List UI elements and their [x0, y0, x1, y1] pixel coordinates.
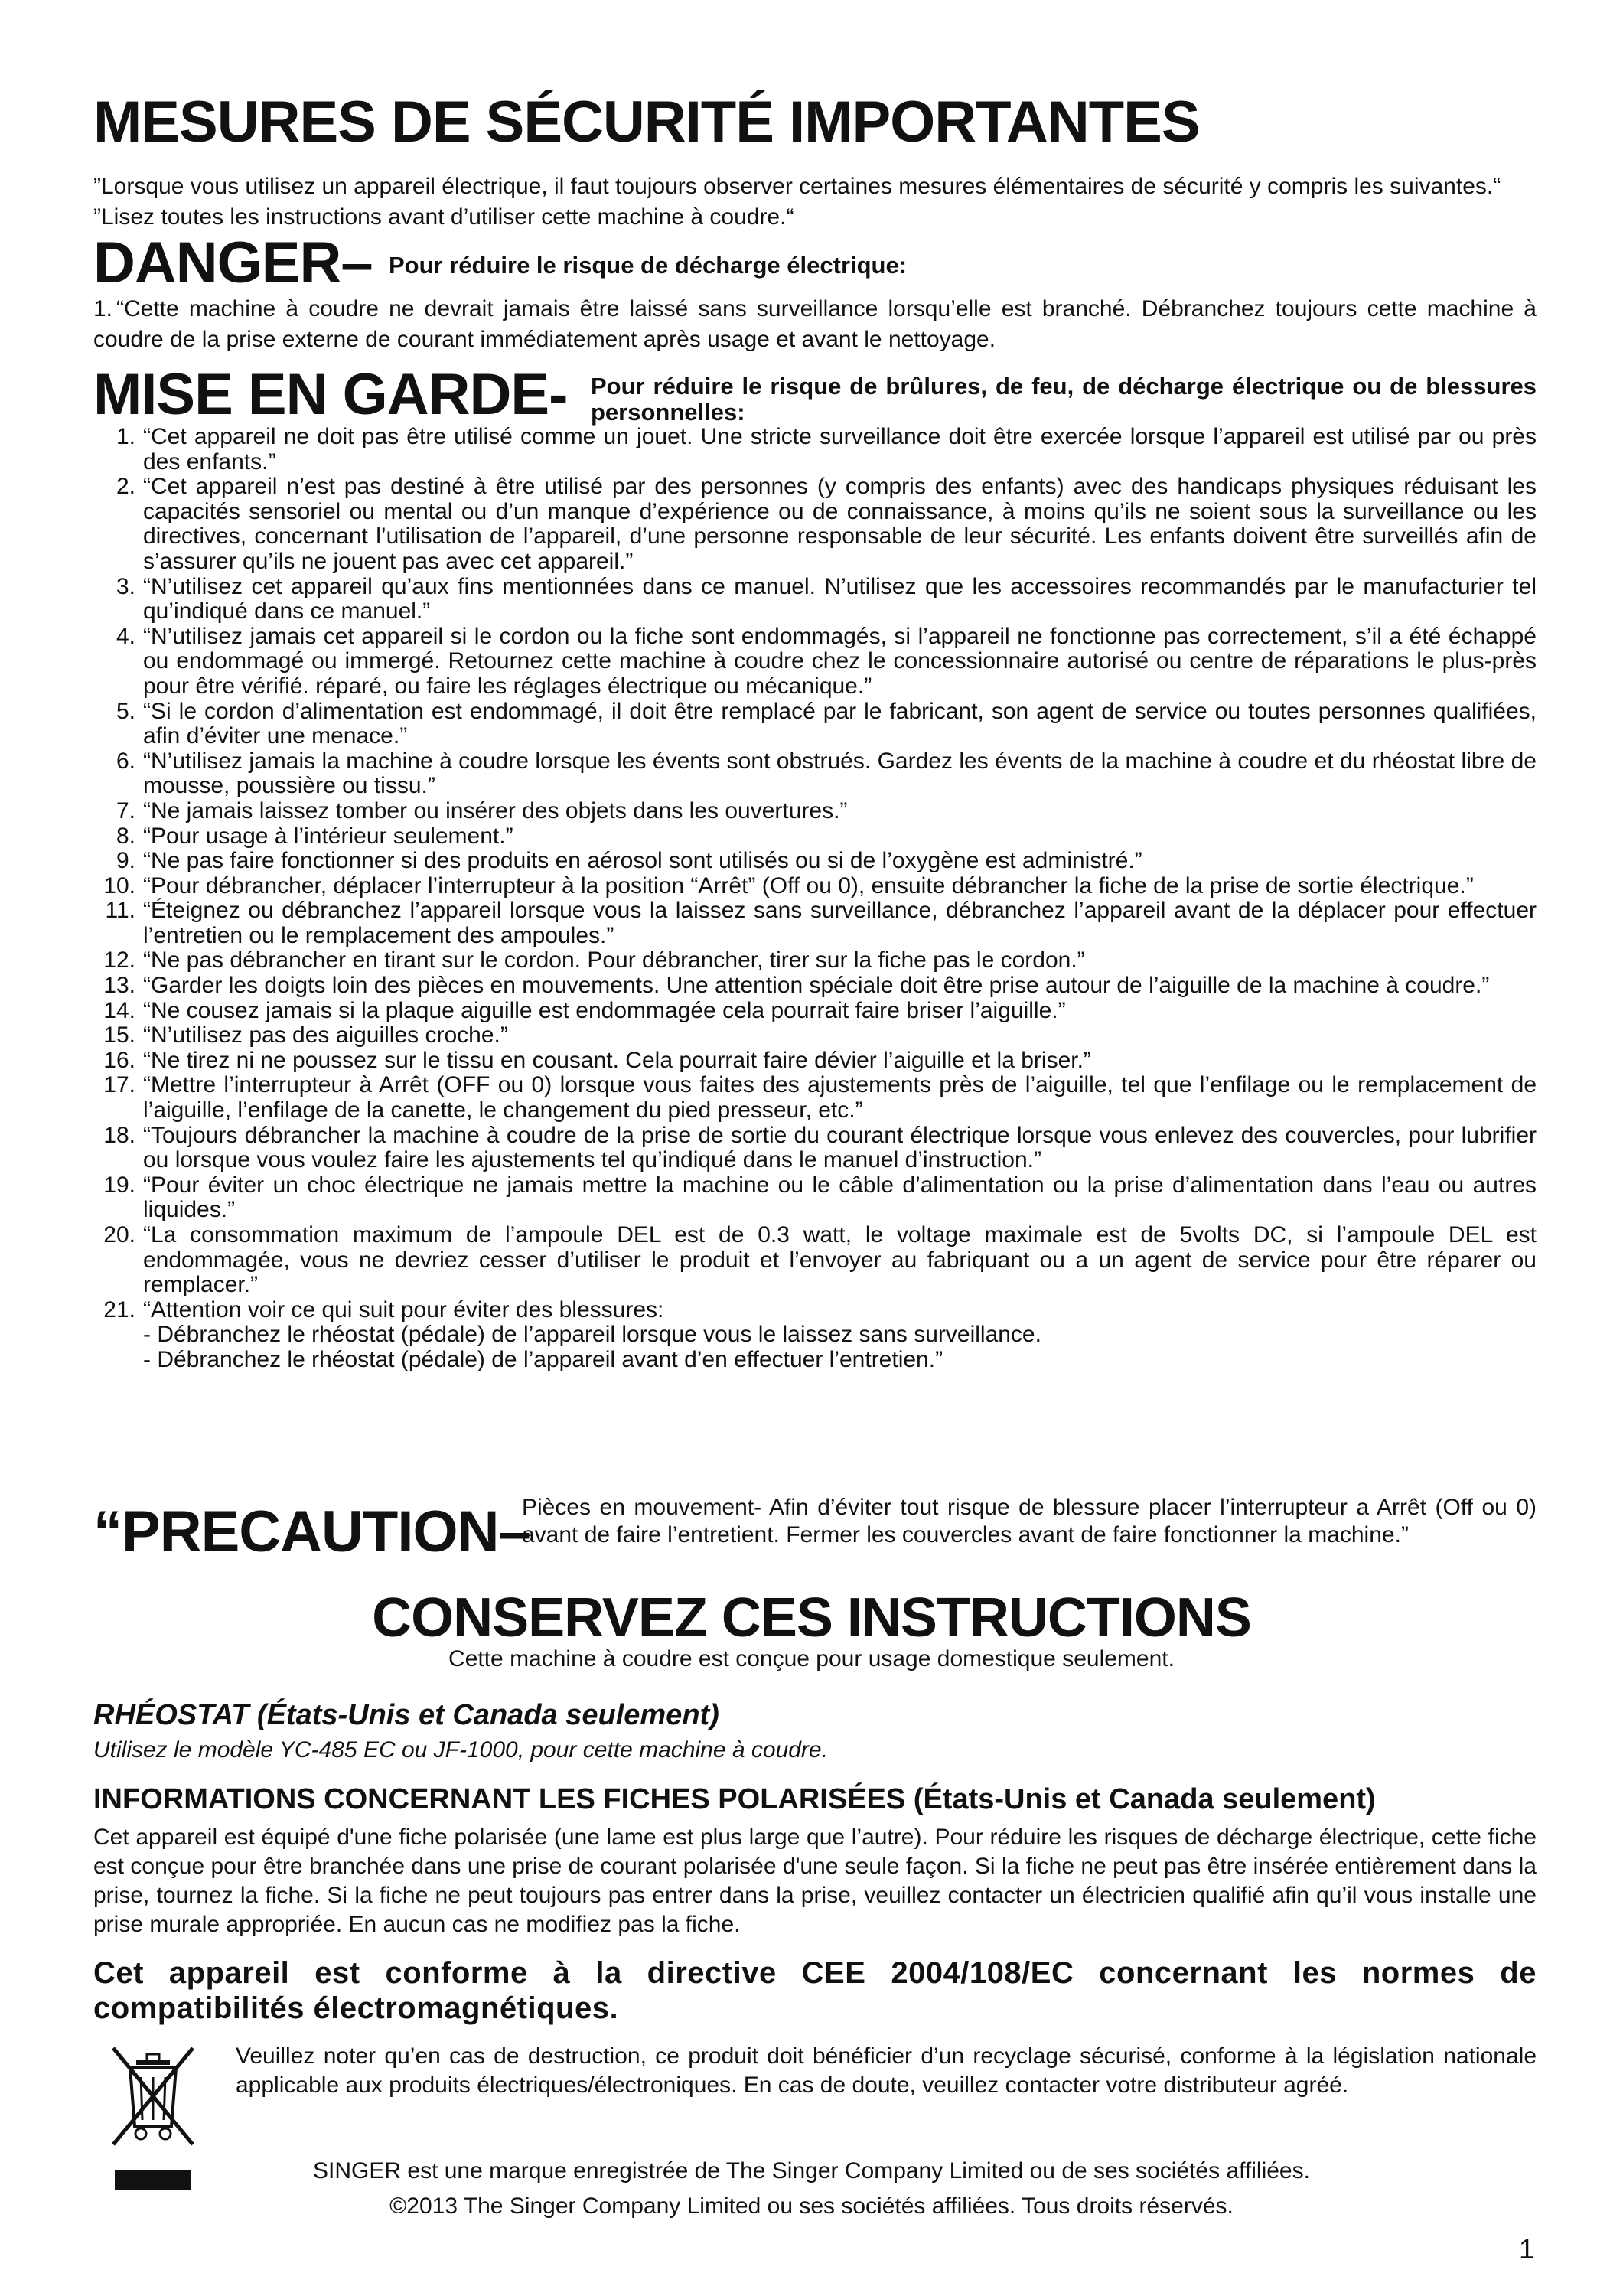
list-item — [88, 1073, 1537, 1123]
item-number: 8. — [116, 823, 135, 849]
list-item — [88, 1124, 1537, 1173]
cee-compliance: Cet appareil est conforme à la directive CEE 2004/108/EC concernant les normes de compatibilités électromagnétiques. — [93, 1956, 1537, 2025]
item-text: “N’utilisez jamais la machine à coudre lorsque les évents sont obstrués. Gardez les évents de la machine à coudre et du rhéostat libre de mousse, poussière ou tissu.” — [143, 748, 1537, 799]
list-item — [88, 999, 1537, 1024]
list-item — [88, 1298, 1537, 1373]
list-item — [88, 575, 1537, 625]
item-number: 11. — [105, 898, 135, 924]
page-title: MESURES DE SÉCURITÉ IMPORTANTES — [93, 90, 1200, 155]
item-text: “Pour usage à l’intérieur seulement.” — [143, 823, 513, 849]
item-line: - Débranchez le rhéostat (pédale) de l’appareil lorsque vous le laissez sans surveillance. — [143, 1322, 1041, 1348]
intro-line: ”Lorsque vous utilisez un appareil électrique, il faut toujours observer certaines mesures élémentaires de sécurité y compris les suivantes.“ — [93, 174, 1501, 199]
item-text: “N’utilisez cet appareil qu’aux fins mentionnées dans ce manuel. N’utilisez que les accessoires recommandés par le manufacturier tel qu’indiqué dans ce manuel.” — [143, 573, 1537, 625]
item-text: “Cette machine à coudre ne devrait jamais être laissé sans surveillance lorsqu’elle est branché. Débranchez toujours cette machine à coudre de la prise externe de courant immédiatement après usage et avant le nettoyage. — [93, 296, 1537, 352]
item-number: 12. — [103, 947, 135, 974]
item-text: “Cet appareil n’est pas destiné à être utilisé par des personnes (y compris des enfants) avec des handicaps physiques réduisant les capacités sensoriel ou mental ou d’un manque d’expérience ou de connaissance, à moins qu’ils ne soient sous la surveillance ou les directives, concernant l’utilisation de l’appareil, d’une personne responsable de leur sécurité. Les enfants doivent être surveillés afin de s’assurer qu’ils ne jouent pas avec cet appareil.” — [143, 474, 1537, 574]
danger-heading: DANGER– — [93, 230, 373, 295]
list-item — [88, 1023, 1537, 1049]
rheostat-heading: RHÉOSTAT (États-Unis et Canada seulement) — [93, 1699, 719, 1731]
item-text: “N’utilisez jamais cet appareil si le cordon ou la fiche sont endommagés, si l’appareil ne fonctionne pas correctement, s’il a été échappé ou endommagé ou immergé. Retournez cette machine à coudre chez le concessionnaire autorisé ou centre de réparations le plus-près pour être vérifié. réparé, ou faire les réglages électrique ou mécanique.” — [143, 623, 1537, 699]
item-number: 21. — [103, 1296, 135, 1322]
item-number: 20. — [103, 1222, 135, 1247]
item-text: “Pour éviter un choc électrique ne jamais mettre la machine ou le câble d’alimentation ou la prise d’alimentation dans l’eau ou autres liquides.” — [143, 1172, 1537, 1223]
item-number: 2. — [116, 474, 135, 500]
list-item — [88, 948, 1537, 974]
item-number: 1. — [93, 296, 113, 321]
danger-subheading: Pour réduire le risque de décharge électrique: — [389, 252, 908, 279]
list-item — [88, 799, 1537, 824]
polarized-heading: INFORMATIONS CONCERNANT LES FICHES POLARISÉES (États-Unis et Canada seulement) — [93, 1783, 1376, 1815]
item-number: 6. — [116, 748, 135, 774]
danger-item — [93, 294, 1537, 355]
item-number: 15. — [103, 1022, 135, 1049]
item-text: “Ne pas faire fonctionner si des produits en aérosol sont utilisés ou si de l’oxygène est administré.” — [143, 848, 1142, 874]
footer-copyright: ©2013 The Singer Company Limited ou ses sociétés affiliées. Tous droits réservés. — [389, 2193, 1234, 2219]
item-number: 5. — [116, 698, 135, 724]
item-number: 1. — [116, 424, 135, 449]
item-line: “Attention voir ce qui suit pour éviter des blessures: — [143, 1296, 664, 1322]
item-text: “Si le cordon d’alimentation est endommagé, il doit être remplacé par le fabricant, son agent de service ou toutes personnes qualifiées, afin d’éviter une menace.” — [143, 698, 1537, 749]
item-text: “Toujours débrancher la machine à coudre de la prise de sortie du courant électrique lorsque vous enlevez des couvercles, pour lubrifier ou lorsque vous voulez faire les ajustements tel qu’indiqué dans le manuel d’instruction.” — [143, 1122, 1537, 1173]
item-number: 19. — [103, 1172, 135, 1198]
conserve-subtitle: Cette machine à coudre est conçue pour usage domestique seulement. — [448, 1646, 1175, 1671]
item-line: - Débranchez le rhéostat (pédale) de l’appareil avant d’en effectuer l’entretien.” — [143, 1346, 943, 1372]
item-text: “Ne jamais laissez tomber ou insérer des objets dans les ouvertures.” — [143, 797, 848, 823]
page-number: 1 — [1519, 2233, 1535, 2265]
list-item — [88, 824, 1537, 850]
item-text: “Garder les doigts loin des pièces en mouvements. Une attention spéciale doit être prise autour de l’aiguille de la machine à coudre.” — [143, 973, 1490, 999]
precaution-text: Pièces en mouvement- Afin d’éviter tout risque de blessure placer l’interrupteur a Arrêt (Off ou 0) avant de faire l’entretient. Fermer les couvercles avant de faire fonctionner la machine.” — [522, 1495, 1537, 1548]
intro-line: ”Lisez toutes les instructions avant d’utiliser cette machine à coudre.“ — [93, 204, 794, 230]
item-text: “La consommation maximum de l’ampoule DEL est de 0.3 watt, le voltage maximale est de 5volts DC, si l’ampoule DEL est endommagée, vous ne devriez cesser d’utiliser le produit et l’envoyer au fabriquant ou a un agent de service pour être réparer ou remplacer.” — [143, 1222, 1537, 1298]
footer-trademark: SINGER est une marque enregistrée de The Singer Company Limited ou de ses sociétés affiliées. — [313, 2158, 1310, 2183]
item-number: 10. — [103, 872, 135, 899]
polarized-text: Cet appareil est équipé d'une fiche polarisée (une lame est plus large que l’autre). Pour réduire les risques de décharge électrique, cette fiche est conçue pour être branchée dans une prise de courant polarisée d'une seule façon. Si la fiche ne peut pas être insérée entièrement dans la prise, tournez la fiche. Si la fiche ne peut toujours pas entrer dans la prise, veuillez contacter un électricien qualifié afin qu’il vous installe une prise murale appropriée. En aucun cas ne modifiez pas la fiche. — [93, 1825, 1537, 1937]
list-item — [88, 974, 1537, 999]
list-item — [88, 625, 1537, 700]
list-item — [88, 874, 1537, 899]
item-text: “Ne cousez jamais si la plaque aiguille est endommagée cela pourrait faire briser l’aiguille.” — [143, 997, 1066, 1023]
list-item — [88, 425, 1537, 475]
warning-heading: MISE EN GARDE- — [93, 362, 568, 427]
item-number: 9. — [116, 848, 135, 874]
warning-subheading: Pour réduire le risque de brûlures, de feu, de décharge électrique ou de blessures personnelles: — [591, 373, 1537, 426]
item-text: “Cet appareil ne doit pas être utilisé comme un jouet. Une stricte surveillance doit être exercée lorsque l’appareil est utilisé par ou près des enfants.” — [143, 424, 1537, 475]
item-number: 17. — [103, 1072, 135, 1098]
list-item — [88, 700, 1537, 749]
list-item — [88, 849, 1537, 874]
rheostat-text: Utilisez le modèle YC-485 EC ou JF-1000, pour cette machine à coudre. — [93, 1737, 828, 1763]
warning-list — [88, 425, 1537, 1373]
item-text: “N’utilisez pas des aiguilles croche.” — [143, 1022, 508, 1049]
recycle-text: Veuillez noter qu’en cas de destruction, ce produit doit bénéficier d’un recyclage sécurisé, conforme à la législation nationale applicable aux produits électriques/électroniques. En cas de doute, veuillez contacter votre distributeur agréé. — [236, 2043, 1537, 2098]
item-number: 7. — [116, 797, 135, 823]
item-text — [143, 1298, 1537, 1373]
item-number: 3. — [116, 573, 135, 599]
item-number: 16. — [103, 1047, 135, 1073]
item-number: 4. — [116, 623, 135, 649]
list-item — [88, 475, 1537, 574]
list-item — [88, 1173, 1537, 1223]
intro-text — [93, 171, 1532, 233]
item-text: “Pour débrancher, déplacer l’interrupteur à la position “Arrêt” (Off ou 0), ensuite débrancher la fiche de la prise de sortie électrique.” — [143, 872, 1474, 899]
precaution-heading: “PRECAUTION– — [93, 1499, 530, 1564]
item-text: “Ne tirez ni ne poussez sur le tissu en cousant. Cela pourrait faire dévier l’aiguille et la briser.” — [143, 1047, 1091, 1073]
list-item — [88, 749, 1537, 799]
item-number: 13. — [103, 973, 135, 999]
item-number: 18. — [103, 1122, 135, 1148]
list-item — [88, 899, 1537, 948]
list-item — [88, 1049, 1537, 1074]
item-number: 14. — [103, 997, 135, 1023]
item-text: “Éteignez ou débranchez l’appareil lorsque vous la laissez sans surveillance, débranchez l’appareil avant de la déplacer pour effectuer l’entretien ou le remplacement des ampoules.” — [143, 898, 1537, 948]
list-item — [88, 1223, 1537, 1298]
item-text: “Mettre l’interrupteur à Arrêt (OFF ou 0) lorsque vous faites des ajustements près de l’aiguille, tel que l’enfilage ou le remplacement de l’aiguille, l’enfilage de la canette, le changement du pied presseur, etc.” — [143, 1072, 1537, 1124]
item-text: “Ne pas débrancher en tirant sur le cordon. Pour débrancher, tirer sur la fiche pas le cordon.” — [143, 947, 1085, 974]
conserve-title: CONSERVEZ CES INSTRUCTIONS — [372, 1587, 1251, 1649]
crossed-out-bin-icon — [107, 2043, 199, 2151]
